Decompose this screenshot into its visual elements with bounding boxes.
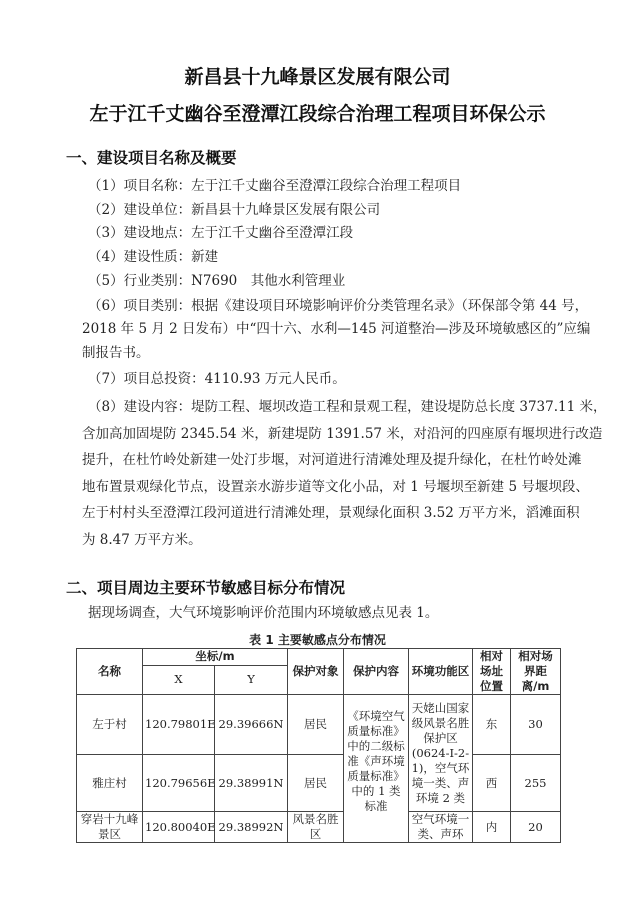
cell-x: 120.79801E xyxy=(143,695,215,755)
line-6: （6）项目类别：根据《建设项目环境影响评价分类管理名录》（环保部令第 44 号， xyxy=(88,298,589,314)
header-target: 保护对象 xyxy=(288,649,344,695)
table-row xyxy=(77,812,561,843)
header-y: Y xyxy=(215,665,288,694)
line-8: （8）建设内容：堤防工程、堰坝改造工程和景观工程，建设堤防总长度 3737.11 米， xyxy=(88,399,607,415)
section2-heading: 二、项目周边主要环节敏感目标分布情况 xyxy=(66,579,346,597)
cell-content: 《环境空气质量标准》中的二级标准《声环境质量标准》中的 1 类标准 xyxy=(344,695,409,843)
cell-y: 29.38991N xyxy=(215,755,288,812)
line-3: （3）建设地点：左于江千丈幽谷至澄潭江段 xyxy=(88,225,354,241)
cell-y: 29.38992N xyxy=(215,812,288,843)
cell-name: 穿岩十九峰景区 xyxy=(77,812,143,843)
line-6b: 2018 年 5 月 2 日发布）中“四十六、水利—145 河道整治—涉及环境敏感区的”应编 xyxy=(82,321,591,337)
line-8f: 为 8.47 万平方米。 xyxy=(82,532,202,548)
project-title: 左于江千丈幽谷至澄潭江段综合治理工程项目环保公示 xyxy=(89,103,546,125)
line-4: （4）建设性质：新建 xyxy=(88,249,219,265)
section2-intro: 据现场调查，大气环境影响评价范围内环境敏感点见表 1。 xyxy=(88,605,439,621)
cell-name: 雅庄村 xyxy=(77,755,143,812)
line-8e: 左于村村头至澄潭江段河道进行清滩处理，景观绿化面积 3.52 万平方米，滔滩面积 xyxy=(82,505,580,521)
line-1: （1）项目名称：左于江千丈幽谷至澄潭江段综合治理工程项目 xyxy=(88,178,462,194)
line-6c: 制报告书。 xyxy=(82,345,150,361)
cell-x: 120.79656E xyxy=(143,755,215,812)
header-coord: 坐标/m xyxy=(143,649,288,666)
table-row xyxy=(77,695,561,755)
cell-target: 风景名胜区 xyxy=(288,812,344,843)
line-8b: 含加高加固堤防 2345.54 米，新建堤防 1391.57 米，对沿河的四座原有堰坝进行改造 xyxy=(82,426,603,442)
header-zone: 环境功能区 xyxy=(409,649,473,695)
cell-target: 居民 xyxy=(288,695,344,755)
cell-zone: 天姥山国家级风景名胜保护区(0624-Ⅰ-2-1)，空气环境一类、声环境 2 类 xyxy=(409,695,473,812)
cell-x: 120.80040E xyxy=(143,812,215,843)
table-row xyxy=(77,755,561,812)
cell-distance: 255 xyxy=(511,755,561,812)
cell-position: 内 xyxy=(473,812,511,843)
line-2: （2）建设单位：新昌县十九峰景区发展有限公司 xyxy=(88,202,381,218)
header-position: 相对场址位置 xyxy=(473,649,511,695)
header-name: 名称 xyxy=(77,649,143,695)
sensitive-points-table xyxy=(76,648,561,843)
header-content: 保护内容 xyxy=(344,649,409,695)
section1-heading: 一、建设项目名称及概要 xyxy=(66,149,237,167)
line-8c: 提升，在杜竹岭处新建一处汀步堰，对河道进行清滩处理及提升绿化，在杜竹岭处滩 xyxy=(82,452,582,468)
table-caption: 表 1 主要敏感点分布情况 xyxy=(249,633,386,647)
cell-target: 居民 xyxy=(288,755,344,812)
company-title: 新昌县十九峰景区发展有限公司 xyxy=(184,66,451,88)
cell-zone: 空气环境一类、声环 xyxy=(409,812,473,843)
header-x: X xyxy=(143,665,215,694)
line-8d: 地布置景观绿化节点，设置亲水游步道等文化小品，对 1 号堰坝至新建 5 号堰坝段、 xyxy=(82,479,589,495)
cell-y: 29.39666N xyxy=(215,695,288,755)
cell-position: 东 xyxy=(473,695,511,755)
cell-position: 西 xyxy=(473,755,511,812)
cell-distance: 30 xyxy=(511,695,561,755)
cell-name: 左于村 xyxy=(77,695,143,755)
cell-distance: 20 xyxy=(511,812,561,843)
header-distance: 相对场界距离/m xyxy=(511,649,561,695)
line-7: （7）项目总投资：4110.93 万元人民币。 xyxy=(88,371,346,387)
line-5: （5）行业类别：N7690 其他水利管理业 xyxy=(88,273,346,289)
